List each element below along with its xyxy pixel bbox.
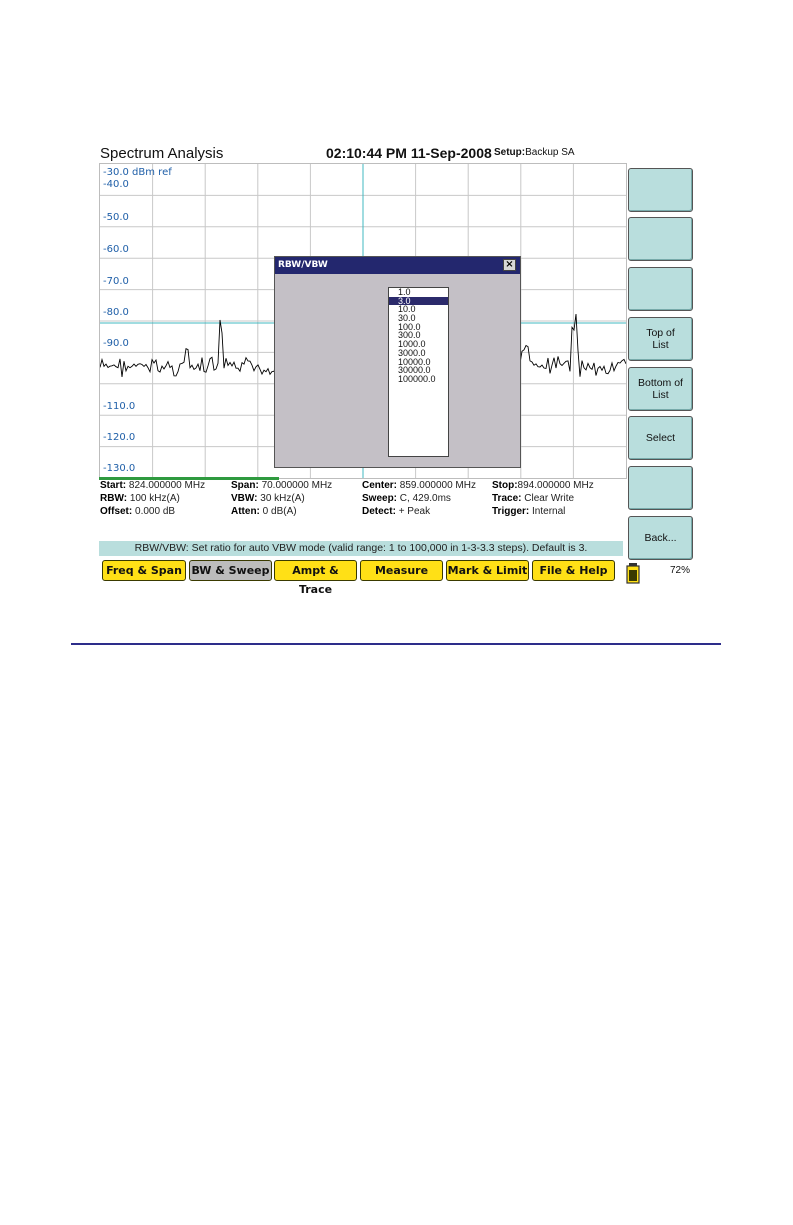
tab-mark-limit[interactable]: Mark & Limit <box>446 560 529 581</box>
setup-value: Backup SA <box>525 147 575 158</box>
dialog-title: RBW/VBW <box>278 260 328 270</box>
tab-freq-span[interactable]: Freq & Span <box>102 560 186 581</box>
stop-label: Stop: <box>492 480 518 491</box>
list-item[interactable]: 300.0 <box>398 330 421 341</box>
setup-readout <box>494 147 575 158</box>
offset-label: Offset: <box>100 506 133 517</box>
clock-readout: 02:10:44 PM 11-Sep-2008 <box>326 145 492 161</box>
trace-label: Trace: <box>492 493 522 504</box>
detect-readout <box>362 506 430 517</box>
trigger-readout <box>492 506 565 517</box>
trace-value: Clear Write <box>524 493 575 504</box>
softkey-7[interactable] <box>628 466 693 510</box>
span-readout <box>231 480 332 491</box>
list-item[interactable]: 30000.0 <box>398 365 431 376</box>
span-value: 70.000000 MHz <box>261 480 333 491</box>
page-divider <box>71 643 721 645</box>
start-value: 824.000000 MHz <box>128 480 206 491</box>
y-tick-label: -120.0 <box>103 432 136 443</box>
y-tick-label: -90.0 <box>103 338 129 349</box>
list-item[interactable]: 10.0 <box>398 304 416 315</box>
softkey-2[interactable] <box>628 217 693 261</box>
list-item[interactable]: 30.0 <box>398 313 416 324</box>
trigger-value: Internal <box>532 506 566 517</box>
ref-level-label: -30.0 dBm ref <box>103 167 172 178</box>
tab-bw-sweep[interactable]: BW & Sweep <box>189 560 272 581</box>
detect-label: Detect: <box>362 506 396 517</box>
y-tick-label: -40.0 <box>103 179 129 190</box>
span-label: Span: <box>231 480 259 491</box>
atten-readout <box>231 506 297 517</box>
close-icon[interactable]: × <box>503 259 516 271</box>
vbw-value: 30 kHz(A) <box>260 493 305 504</box>
center-readout <box>362 480 476 491</box>
softkey-1[interactable] <box>628 168 693 212</box>
center-value: 859.000000 MHz <box>399 480 476 491</box>
sweep-label: Sweep: <box>362 493 398 504</box>
y-tick-label: -70.0 <box>103 276 129 287</box>
sweep-value: C, 429.0ms <box>399 493 451 504</box>
detect-value: + Peak <box>398 506 431 517</box>
list-item[interactable]: 1000.0 <box>398 339 426 350</box>
vbw-label: VBW: <box>231 493 258 504</box>
stop-value: 894.000000 MHz <box>517 480 594 491</box>
top-of-list-button[interactable]: Top of List <box>628 317 693 361</box>
rbw-vbw-dialog <box>274 256 521 468</box>
rbw-value: 100 kHz(A) <box>129 493 180 504</box>
list-item[interactable]: 3000.0 <box>398 347 426 358</box>
trigger-label: Trigger: <box>492 506 530 517</box>
vbw-readout <box>231 493 305 504</box>
list-item[interactable]: 1.0 <box>398 287 411 297</box>
list-item-selected[interactable]: 3.0 <box>389 297 448 306</box>
atten-value: 0 dB(A) <box>262 506 297 517</box>
bottom-of-list-button[interactable]: Bottom of List <box>628 367 693 411</box>
setup-label: Setup: <box>494 147 526 158</box>
trace-readout <box>492 493 574 504</box>
battery-percent: 72% <box>670 565 691 576</box>
y-tick-label: -130.0 <box>103 463 136 474</box>
list-item[interactable]: 10000.0 <box>398 356 431 367</box>
tab-file-help[interactable]: File & Help <box>532 560 615 581</box>
status-bar: RBW/VBW: Set ratio for auto VBW mode (valid range: 1 to 100,000 in 1-3-3.3 steps). Default is 3. <box>99 541 623 556</box>
start-label: Start: <box>100 480 127 491</box>
y-tick-label: -50.0 <box>103 212 129 223</box>
atten-label: Atten: <box>231 506 260 517</box>
dialog-title-bar <box>275 257 520 274</box>
page-title: Spectrum Analysis <box>100 145 224 162</box>
rbw-vbw-listbox[interactable] <box>388 287 449 457</box>
select-button[interactable]: Select <box>628 416 693 460</box>
y-tick-label: -60.0 <box>103 244 129 255</box>
tab-measure[interactable]: Measure <box>360 560 443 581</box>
tab-ampt-trace[interactable]: Ampt & Trace <box>274 560 357 581</box>
sweep-readout <box>362 493 451 504</box>
center-label: Center: <box>362 480 398 491</box>
start-readout <box>100 480 205 491</box>
y-tick-label: -110.0 <box>103 401 136 412</box>
stop-readout <box>492 480 594 491</box>
softkey-3[interactable] <box>628 267 693 311</box>
rbw-label: RBW: <box>100 493 128 504</box>
offset-value: 0.000 dB <box>135 506 176 517</box>
offset-readout <box>100 506 175 517</box>
list-item[interactable]: 100000.0 <box>398 373 436 384</box>
list-item[interactable]: 100.0 <box>398 321 421 332</box>
y-tick-label: -80.0 <box>103 307 129 318</box>
battery-icon <box>626 562 640 584</box>
rbw-readout <box>100 493 180 504</box>
back-button[interactable]: Back... <box>628 516 693 560</box>
